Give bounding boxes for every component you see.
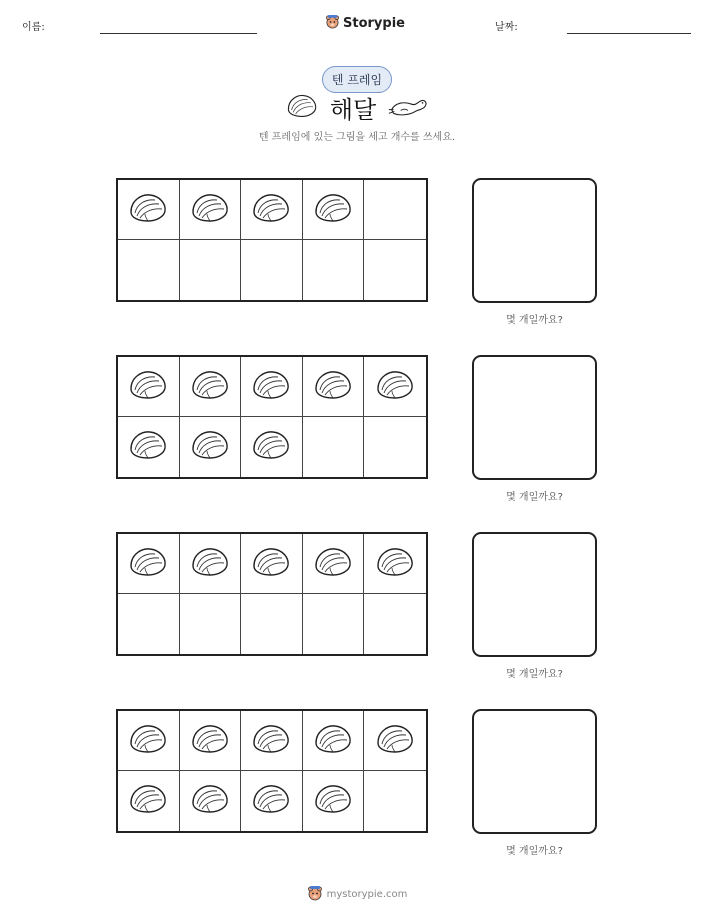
ten-frame-cell [241,771,303,831]
brand-name: Storypie [343,16,405,31]
ten-frame-cell [303,180,365,240]
bear-mascot-icon [307,885,323,904]
ten-frame-cell [241,594,303,654]
ten-frame-cell [241,180,303,240]
clam-shell-icon [128,782,168,820]
ten-frame-cell [118,180,180,240]
ten-frame-cell [303,417,365,477]
clam-shell-icon [128,191,168,229]
clam-shell-icon [375,368,415,406]
question-label-4: 몇 개일까요? [506,846,563,857]
clam-shell-icon [251,191,291,229]
clam-shell-icon [128,545,168,583]
ten-frame-cell [241,417,303,477]
ten-frame-3 [116,532,428,656]
bear-mascot-icon [325,14,340,33]
clam-shell-icon [313,368,353,406]
instruction-text: 텐 프레임에 있는 그림을 세고 개수를 쓰세요. [258,132,456,143]
ten-frame-cell [241,240,303,300]
clam-shell-icon [251,368,291,406]
clam-shell-icon [375,545,415,583]
brand-logo [325,14,405,33]
ten-frame-cell [180,534,242,594]
clam-shell-icon [128,368,168,406]
clam-shell-icon [190,545,230,583]
page-title: 해달 [329,96,377,124]
clam-shell-icon [286,93,318,123]
footer-url[interactable]: mystorypie.com [326,889,408,900]
ten-frame-cell [303,240,365,300]
question-label-2: 몇 개일까요? [506,492,563,503]
ten-frame-cell [118,417,180,477]
clam-shell-icon [251,428,291,466]
clam-shell-icon [313,545,353,583]
ten-frame-cell [364,534,426,594]
ten-frame-cell [118,240,180,300]
date-label: 날짜: [495,22,518,33]
clam-shell-icon [190,782,230,820]
name-label: 이름: [22,22,45,33]
ten-frame-cell [241,711,303,771]
ten-frame-cell [180,594,242,654]
footer [307,885,408,904]
ten-frame-cell [364,180,426,240]
ten-frame-4 [116,709,428,833]
clam-shell-icon [251,545,291,583]
ten-frame-cell [180,711,242,771]
ten-frame-cell [118,771,180,831]
clam-shell-icon [313,191,353,229]
ten-frame-cell [118,711,180,771]
clam-shell-icon [313,782,353,820]
ten-frame-cell [118,534,180,594]
answer-box-2[interactable] [472,355,597,480]
ten-frame-cell [241,534,303,594]
ten-frame-cell [364,594,426,654]
ten-frame-cell [303,534,365,594]
clam-shell-icon [251,782,291,820]
ten-frame-2 [116,355,428,479]
ten-frame-cell [118,357,180,417]
date-write-line[interactable] [567,33,691,34]
name-write-line[interactable] [100,33,257,34]
ten-frame-cell [364,771,426,831]
clam-shell-icon [190,368,230,406]
topic-badge: 텐 프레임 [322,66,392,93]
clam-shell-icon [128,722,168,760]
clam-shell-icon [251,722,291,760]
clam-shell-icon [190,722,230,760]
clam-shell-icon [190,428,230,466]
ten-frame-cell [303,771,365,831]
ten-frame-cell [180,357,242,417]
ten-frame-cell [180,180,242,240]
ten-frame-cell [180,417,242,477]
sea-otter-icon [388,93,428,123]
question-label-1: 몇 개일까요? [506,315,563,326]
clam-shell-icon [375,722,415,760]
ten-frame-cell [118,594,180,654]
ten-frame-1 [116,178,428,302]
clam-shell-icon [313,722,353,760]
ten-frame-cell [180,240,242,300]
question-label-3: 몇 개일까요? [506,669,563,680]
answer-box-3[interactable] [472,532,597,657]
answer-box-1[interactable] [472,178,597,303]
ten-frame-cell [303,357,365,417]
ten-frame-cell [364,711,426,771]
ten-frame-cell [364,417,426,477]
answer-box-4[interactable] [472,709,597,834]
ten-frame-cell [364,240,426,300]
ten-frame-cell [241,357,303,417]
ten-frame-cell [303,594,365,654]
clam-shell-icon [190,191,230,229]
ten-frame-cell [180,771,242,831]
ten-frame-cell [364,357,426,417]
ten-frame-cell [303,711,365,771]
clam-shell-icon [128,428,168,466]
